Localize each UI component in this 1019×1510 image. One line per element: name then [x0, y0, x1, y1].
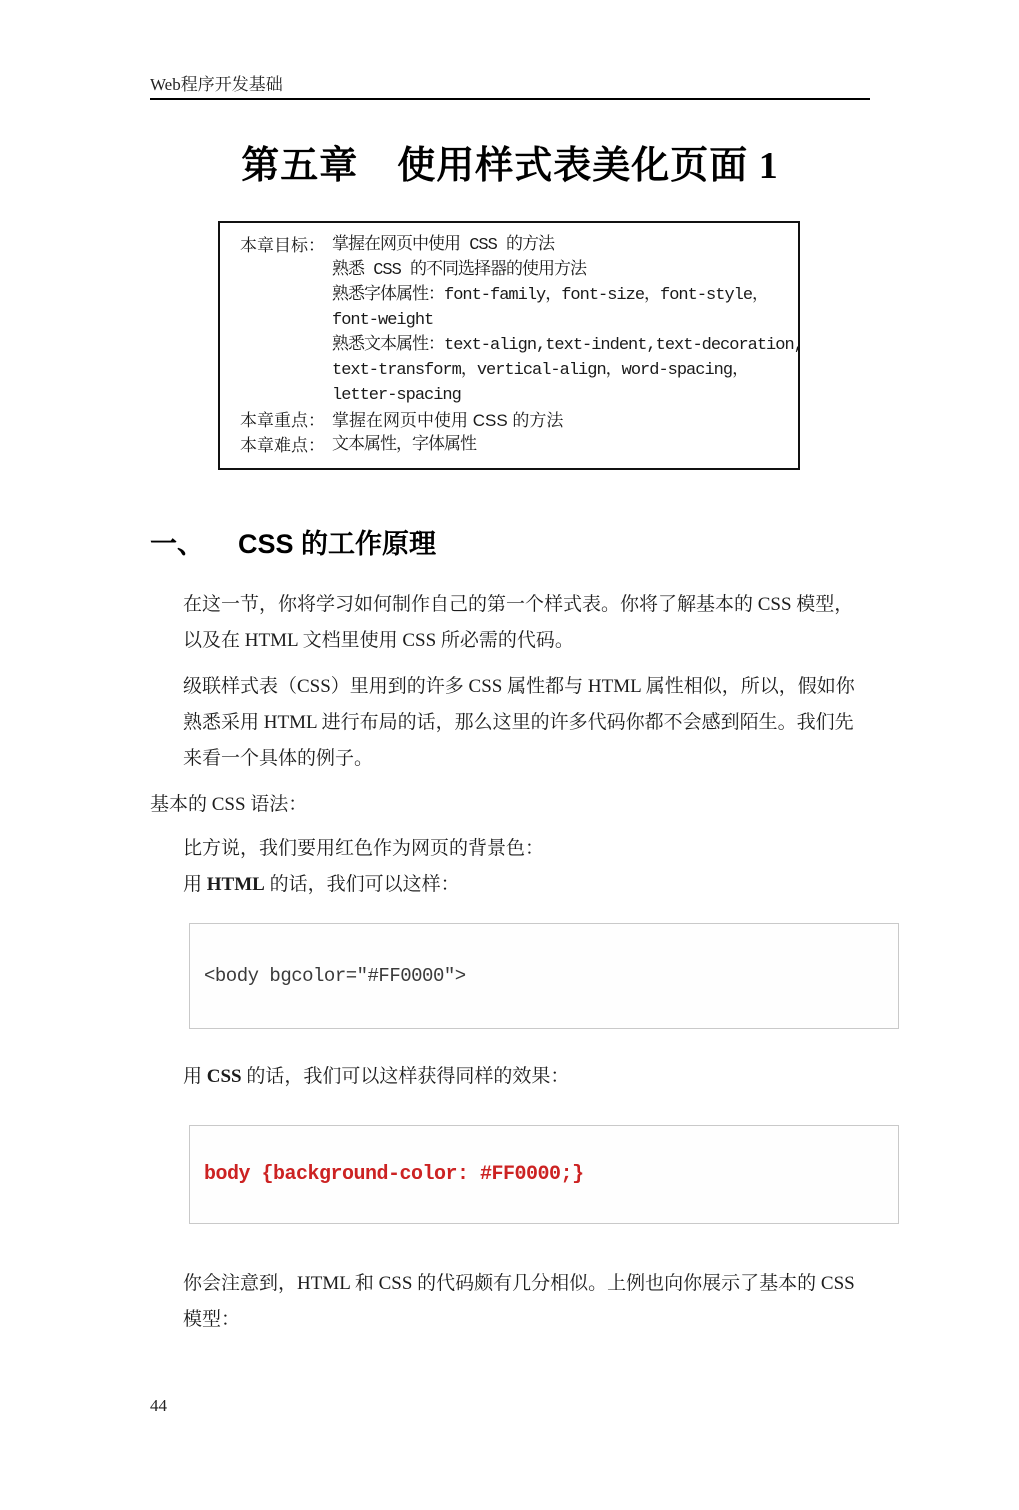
objectives-focus-row: [240, 408, 786, 433]
html-code-box: [189, 923, 899, 1029]
css-way-suffix: 的话，我们可以这样获得同样的效果：: [241, 1066, 570, 1087]
objective-line: 掌握在网页中使用 CSS 的方法: [332, 236, 555, 255]
page-number: 44: [150, 1396, 167, 1415]
header-running-title: Web程序开发基础: [150, 75, 283, 94]
objectives-difficulty-content: 文本属性，字体属性: [332, 436, 476, 455]
css-keyword: CSS: [206, 1066, 242, 1087]
objective-line: 熟悉 CSS 的不同选择器的使用方法: [332, 261, 587, 280]
objective-line: 熟悉文本属性：text-align,text-indent,text-decoration,: [332, 336, 803, 355]
objectives-difficulty-label: 本章难点：: [240, 436, 325, 455]
html-way-suffix: 的话，我们可以这样：: [264, 874, 460, 895]
section-number: 一、: [150, 529, 204, 559]
document-page: [0, 70, 1019, 1510]
example-intro-block: [183, 831, 870, 903]
objective-line: text-transform，vertical-align，word-spacing，: [332, 361, 749, 380]
css-way-prefix: 用: [183, 1066, 207, 1087]
css-code-box: [189, 1125, 899, 1224]
objectives-goal-label: 本章目标：: [240, 236, 325, 255]
page-header: [150, 70, 870, 100]
page-footer: [150, 1396, 870, 1416]
objectives-difficulty-row: [240, 433, 786, 458]
section-heading: [150, 522, 870, 561]
syntax-heading: 基本的 CSS 语法：: [150, 794, 308, 815]
paragraph-intro-2: 级联样式表（CSS）里用到的许多 CSS 属性都与 HTML 属性相似，所以，假如你熟悉采用 HTML 进行布局的话，那么这里的许多代码你都不会感到陌生。我们先来看一个具体的例子。: [183, 676, 855, 769]
objectives-focus-content: 掌握在网页中使用 CSS 的方法: [332, 411, 564, 430]
css-way-line: [183, 1059, 870, 1095]
chapter-title: 第五章 使用样式表美化页面 1: [241, 145, 779, 187]
chapter-objectives-box: [218, 221, 803, 470]
html-way-line: [183, 867, 870, 903]
html-way-prefix: 用: [183, 874, 207, 895]
objective-line: letter-spacing: [332, 386, 461, 405]
html-keyword: HTML: [206, 874, 265, 895]
paragraph-intro-1: 在这一节，你将学习如何制作自己的第一个样式表。你将了解基本的 CSS 模型，以及在 HTML 文档里使用 CSS 所必需的代码。: [183, 594, 854, 651]
objectives-goal-row: [240, 233, 803, 408]
css-code-sample: body {background-color: #FF0000;}: [204, 1163, 584, 1186]
objectives-focus-label: 本章重点：: [240, 411, 325, 430]
objectives-goal-content: [332, 233, 803, 408]
example-intro-line: 比方说，我们要用红色作为网页的背景色：: [183, 838, 545, 859]
html-code-sample: <body bgcolor="#FF0000">: [204, 965, 466, 987]
paragraph-conclusion: 你会注意到，HTML 和 CSS 的代码颇有几分相似。上例也向你展示了基本的 CSS 模型：: [183, 1273, 855, 1330]
objective-line: font-weight: [332, 311, 434, 330]
section-title: CSS 的工作原理: [238, 529, 437, 559]
objective-line: 熟悉字体属性：font-family，font-size，font-style，: [332, 286, 769, 305]
